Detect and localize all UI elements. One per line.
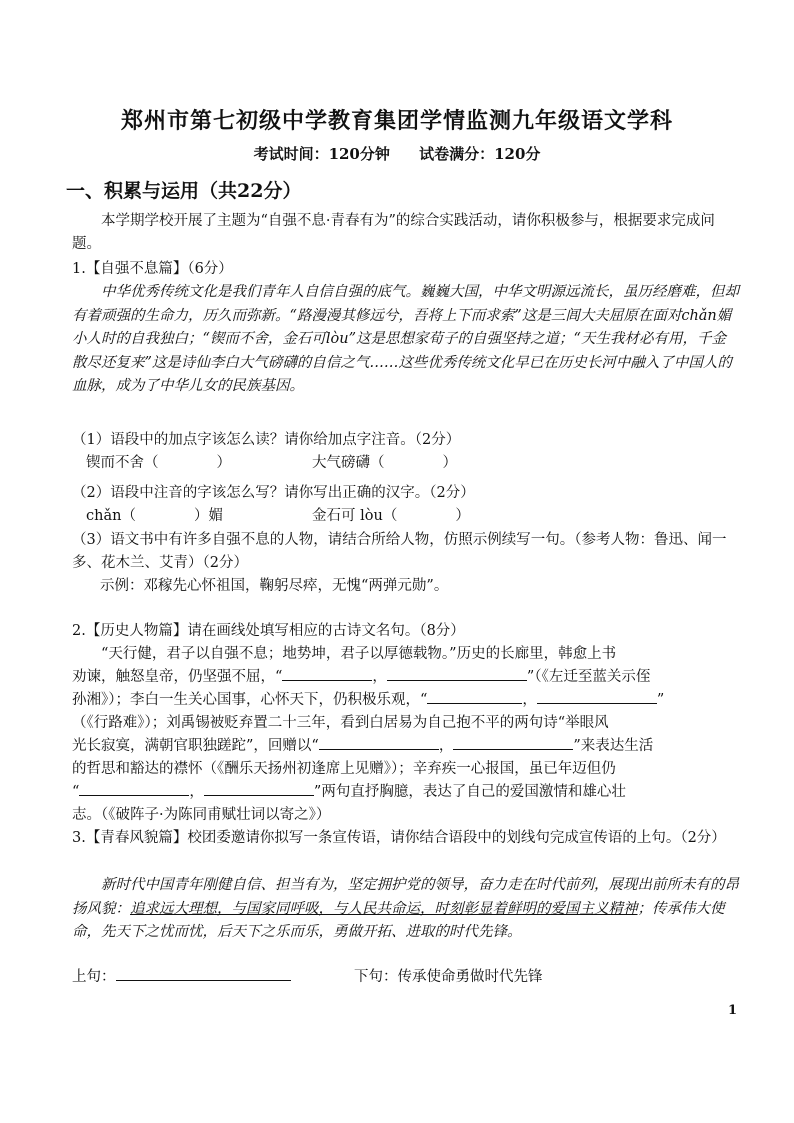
q3-answer-line [72,966,740,989]
q1-heading: 1.【自强不息篇】（6分） [72,261,233,277]
q2-line: 劝谏，触怒皇帝，仍坚强不屈，“ ， ”（《左迁至蓝关示侄 [72,666,740,689]
q2-heading: 2.【历史人物篇】请在画线处填写相应的古诗文名句。（8分） [72,623,465,639]
blank-line[interactable] [282,666,372,681]
q2-text: 孙湘》）；李白一生关心国事，心怀天下，仍积极乐观，“ [72,692,428,708]
q2-text: 光长寂寞，满朝官职独蹉跎”，回赠以“ [72,738,319,754]
q2-line: “天行健，君子以自强不息；地势坤，君子以厚德载物。”历史的长廊里，韩愈上书 [101,646,617,662]
upper-answer-blank[interactable] [116,966,291,981]
q1-sub2-b: 金石可 lòu（ ） [312,508,470,524]
full-score: 试卷满分：120分 [419,145,541,163]
q2-line: 孙湘》）；李白一生关心国事，心怀天下，仍积极乐观，“ ， ” [72,689,740,712]
q2-line: 的哲思和豁达的襟怀（《酬乐天扬州初逢席上见赠》）；辛弃疾一心报国，虽已年迈但仍 [72,761,616,777]
q2-text: ”（《左迁至蓝关示侄 [526,669,651,685]
exam-info [0,143,794,164]
q3-heading: 3.【青春风貌篇】校团委邀请你拟写一条宣传语，请你结合语段中的划线句完成宣传语的上句。（2分） [72,830,726,846]
exam-time: 考试时间：120分钟 [253,145,390,163]
blank-line[interactable] [537,689,657,704]
blank-line[interactable] [427,689,522,704]
q3-underlined-sentence: 追求远大理想，与国家同呼吸，与人民共命运，时刻彰显着鲜明的爱国主义精神 [130,900,638,917]
upper-label: 上句： [72,969,116,985]
q2-text: ”两句直抒胸臆，表达了自己的爱国激情和雄心壮 [313,784,626,800]
q2-text: ”来表达生活 [573,738,654,754]
section-heading: 一、积累与运用（共22分） [66,180,302,202]
q2-line: 光长寂寞，满朝官职独蹉跎”，回赠以“ ， ”来表达生活 [72,735,740,758]
blank-line[interactable] [453,735,573,750]
q3-text: 新时代中国青年刚健自信、担当有为，坚定拥护党的领导，奋力走在时代前列，展现出前所未有的昂扬风貌： [72,877,739,917]
q2-line: “ ， ”两句直抒胸臆，表达了自己的爱国激情和雄心壮 [72,781,740,804]
q1-sub1-b: 大气磅礴（ ） [312,455,457,471]
blank-line[interactable] [79,781,189,796]
q3-passage [72,874,740,945]
q1-sub2-a: chǎn（ ）媚 [86,508,223,524]
q1-sub1-a: 锲而不舍（ ） [86,455,231,471]
q3-text: ；传承伟大使命，先天下之忧而忧，后天下之乐而乐，勇做开拓、进取的时代先锋。 [72,900,725,940]
blank-line[interactable] [319,735,439,750]
q2-text: 劝谏，触怒皇帝，仍坚强不屈，“ [72,669,283,685]
blank-line[interactable] [387,666,527,681]
q2-line: 志。（《破阵子·为陈同甫赋壮词以寄之》） [72,807,331,823]
q1-sub2: （2）语段中注音的字该怎么写？请你写出正确的汉字。（2分） [72,485,475,501]
q1-passage: 中华优秀传统文化是我们青年人自信自强的底气。巍巍大国，中华文明源远流长，虽历经磨难，但却有着顽强的生命力，历久而弥新。“路漫漫其修远兮，吾将上下而求索”这是三闾大夫屈原在面对chǎn媚小人时的自我独白；“锲而不舍，金石可lòu”这是思想家荀子的自强坚持之道；“天生我材必有用，千金散尽还复来”这是诗仙李白大气磅礴的自信之气……这些优秀传统文化早已在历史长河中融入了中国人的血脉，成为了中华儿女的民族基因。 [72,284,739,394]
q1-example: 示例：邓稼先心怀祖国，鞠躬尽瘁，无愧“两弹元勋”。 [100,578,449,594]
q2-line: （《行路难》）；刘禹锡被贬弃置二十三年，看到白居易为自己抱不平的两句诗“举眼风 [72,715,609,731]
q1-sub3: （3）语文书中有许多自强不息的人物，请结合所给人物，仿照示例续写一句。（参考人物：鲁迅、闻一多、花木兰、艾青）（2分） [72,532,727,571]
blank-line[interactable] [204,781,314,796]
lower-sentence: 下句：传承使命勇做时代先锋 [354,969,543,985]
q1-sub1: （1）语段中的加点字该怎么读？请你给加点字注音。（2分） [72,432,461,448]
page-number: 1 [728,1003,738,1018]
page-title: 郑州市第七初级中学教育集团学情监测九年级语文学科 [120,108,673,134]
intro-text: 本学期学校开展了主题为“自强不息·青春有为”的综合实践活动，请你积极参与，根据要求完成问题。 [72,213,715,252]
